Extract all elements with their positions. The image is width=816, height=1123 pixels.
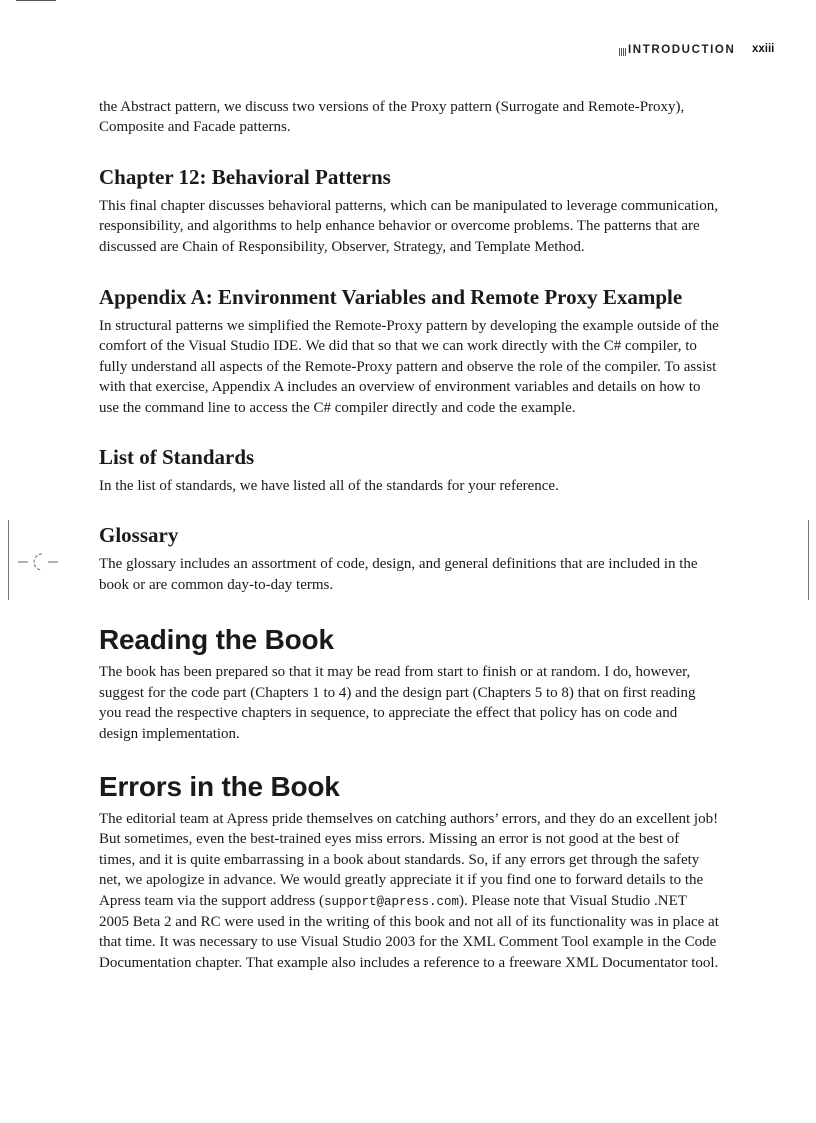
crop-mark-right [808, 520, 809, 600]
chapter12-body: This final chapter discusses behavioral patterns, which can be manipulated to leverage communication, responsibility, and algorithms to help enhance behavior or overcome problems. The patterns that are discussed are Chain of Responsibility, Observer, Strategy, and Template Method. [99, 197, 718, 255]
errors-body-start: The editorial team at Apress pride themselves on catching authors’ errors, and they do an excellent job! But sometimes, even the best-trained eyes miss errors. Missing an error is not good at the best of times, and it is quite embarrassing in a book about standards. So, if any errors get through the safety net, we apologize in advance. We would greatly appreciate it if you find one to forward details to the Apress team via the support address ( [99, 810, 719, 909]
glossary-body: The glossary includes an assortment of code, design, and general definitions that are included in the book or are common day-to-day terms. [99, 556, 698, 593]
running-head-bars-icon [619, 48, 627, 56]
reading-body: The book has been prepared so that it may be read from start to finish or at random. I do, however, suggest for the code part (Chapters 1 to 4) and the design part (Chapters 5 to 8) that on first reading you read the respective chapters in sequence, to appreciate the effect that policy has on code and design implementation. [99, 664, 696, 742]
running-head-section: INTRODUCTION [628, 44, 736, 56]
glossary-heading: Glossary [99, 523, 179, 548]
chapter12-heading: Chapter 12: Behavioral Patterns [99, 164, 391, 189]
errors-body [99, 809, 719, 973]
page-body [99, 97, 719, 973]
crop-mark-top [16, 0, 56, 1]
support-email: support@apress.com [323, 894, 459, 909]
errors-body-end: ). Please note that Visual Studio .NET 2005 Beta 2 and RC were used in the writing of this book and not all of its functionality was in place at that time. It was necessary to use Visual Studio 2003 for the XML Comment Tool example in the Code Documentation chapter. That example also includes a reference to a freeware XML Documentator tool. [99, 892, 719, 971]
appendix-a-heading: Appendix A: Environment Variables and Remote Proxy Example [99, 285, 683, 310]
page-number: xxiii [752, 43, 775, 55]
appendix-a-body: In structural patterns we simplified the Remote-Proxy pattern by developing the example outside of the comfort of the Visual Studio IDE. We did that so that we can work directly with the C# compiler, to fully understand all aspects of the Remote-Proxy pattern and observe the role of the compiler. To assist with that exercise, Appendix A includes an overview of environment variables and details on how to use the command line to access the C# compiler directly and code the example. [99, 318, 719, 416]
reading-heading: Reading the Book [99, 624, 334, 656]
crop-mark-left [8, 520, 9, 600]
intro-paragraph: the Abstract pattern, we discuss two versions of the Proxy pattern (Surrogate and Remote-Proxy), Composite and Facade patterns. [99, 99, 685, 136]
errors-heading: Errors in the Book [99, 770, 340, 802]
registration-mark-icon [18, 548, 62, 576]
running-head [560, 44, 780, 60]
standards-body: In the list of standards, we have listed all of the standards for your reference. [99, 478, 559, 495]
standards-heading: List of Standards [99, 445, 255, 470]
